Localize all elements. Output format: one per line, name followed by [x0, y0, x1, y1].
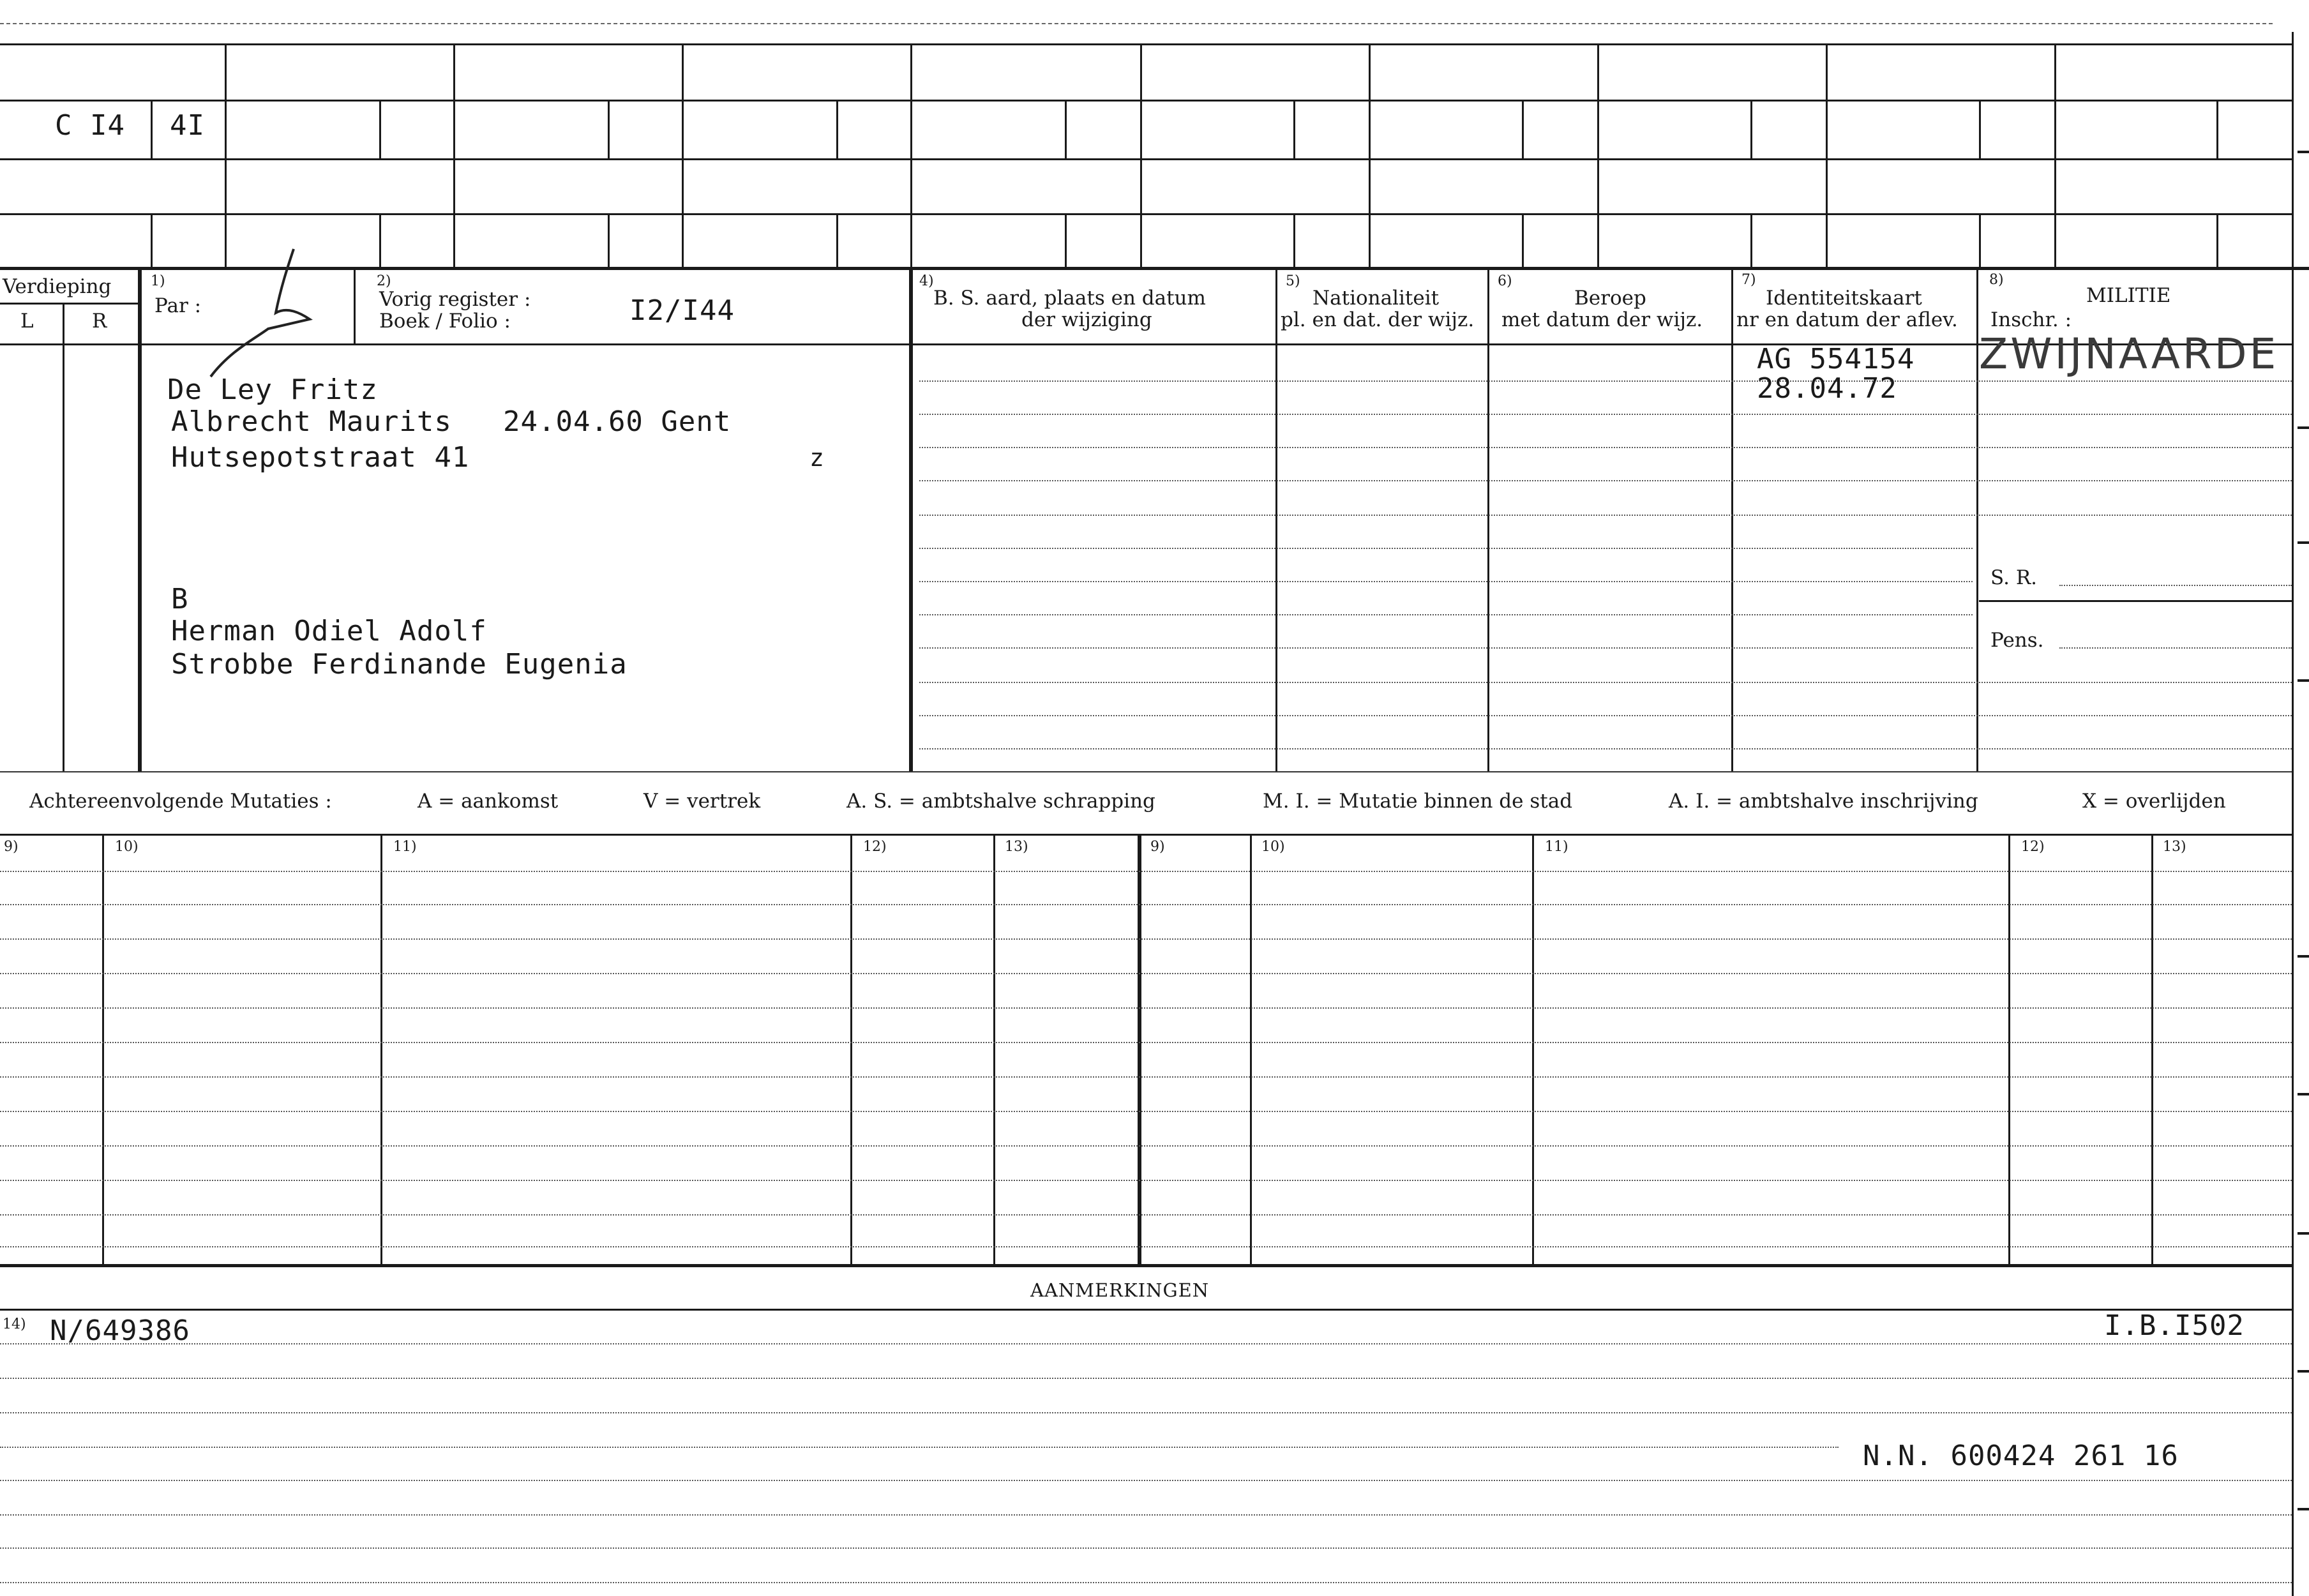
militie-pens-label: Pens. — [1990, 629, 2044, 652]
mutatie-mi: M. I. = Mutatie binnen de stad — [1263, 790, 1573, 813]
bs-number: 4) — [919, 273, 934, 289]
nat-label-2: pl. en dat. der wijz. — [1281, 308, 1475, 331]
mutatie-x: X = overlijden — [2082, 790, 2226, 813]
national-number: N.N. 600424 261 16 — [1863, 1440, 2179, 1472]
col-l-label: L — [20, 310, 34, 333]
person-address: Hutsepotstraat 41 — [171, 441, 470, 474]
person-surname: De Ley Fritz — [167, 373, 378, 406]
boek-folio-value: I2/I44 — [629, 294, 735, 327]
id-label-1: Identiteitskaart — [1766, 287, 1922, 310]
mutatie-ai: A. I. = ambtshalve inschrijving — [1669, 790, 1978, 813]
father-name: Herman Odiel Adolf — [171, 615, 487, 647]
militie-number: 8) — [1989, 272, 2004, 288]
beroep-label-2: met datum der wijz. — [1501, 308, 1703, 331]
mut-col-11-left: 11) — [393, 839, 417, 855]
beroep-number: 6) — [1498, 273, 1512, 289]
militie-title: MILITIE — [2086, 284, 2171, 307]
nat-number: 5) — [1286, 273, 1300, 289]
militie-sr-label: S. R. — [1990, 566, 2038, 589]
par-number: 1) — [151, 273, 165, 289]
par-label: Par : — [154, 294, 202, 317]
aanmerkingen-number: 14) — [3, 1316, 26, 1332]
mut-col-13-right: 13) — [2163, 839, 2186, 855]
aanmerkingen-ib: I.B.I502 — [2104, 1309, 2245, 1342]
militie-stamp: ZWIJNAARDE — [1979, 329, 2279, 379]
mut-col-10-left: 10) — [115, 839, 139, 855]
mother-name: Strobbe Ferdinande Eugenia — [171, 648, 628, 681]
mut-col-12-left: 12) — [863, 839, 887, 855]
aanmerkingen-title: AANMERKINGEN — [1030, 1279, 1210, 1301]
mut-col-9-right: 9) — [1150, 839, 1165, 855]
register-code-number: 4I — [170, 109, 205, 142]
mut-col-13-left: 13) — [1005, 839, 1028, 855]
vorig-register-label: Vorig register : — [379, 288, 531, 311]
vorig-number: 2) — [377, 273, 391, 289]
nat-label-1: Nationaliteit — [1312, 287, 1440, 310]
verdieping-label: Verdieping — [3, 275, 112, 298]
person-given-names: Albrecht Maurits — [171, 405, 452, 438]
person-mark: z — [809, 444, 825, 472]
mutatie-as: A. S. = ambtshalve schrapping — [846, 790, 1155, 813]
mut-col-11-right: 11) — [1545, 839, 1568, 855]
boek-folio-label: Boek / Folio : — [379, 310, 511, 333]
aanmerkingen-ref: N/649386 — [50, 1314, 190, 1347]
beroep-label-1: Beroep — [1574, 287, 1646, 310]
mut-col-12-right: 12) — [2021, 839, 2045, 855]
id-label-2: nr en datum der aflev. — [1736, 308, 1958, 331]
col-r-label: R — [92, 310, 107, 333]
person-birth: 24.04.60 Gent — [503, 405, 732, 438]
mut-col-9-left: 9) — [4, 839, 19, 855]
mutatie-v: V = vertrek — [643, 790, 761, 813]
id-card-number: AG 554154 — [1757, 343, 1915, 375]
handwritten-par-mark — [192, 243, 383, 396]
id-number: 7) — [1741, 272, 1756, 288]
register-code-letter: C I4 — [55, 109, 125, 142]
bs-label-2: der wijziging — [1021, 308, 1152, 331]
bs-label-1: B. S. aard, plaats en datum — [933, 287, 1206, 310]
mut-col-10-right: 10) — [1261, 839, 1285, 855]
mutaties-title: Achtereenvolgende Mutaties : — [29, 790, 332, 813]
mutatie-a: A = aankomst — [417, 790, 559, 813]
section-b-label: B — [171, 583, 189, 615]
militie-inschr-label: Inschr. : — [1990, 308, 2072, 331]
id-card-date: 28.04.72 — [1757, 372, 1897, 405]
